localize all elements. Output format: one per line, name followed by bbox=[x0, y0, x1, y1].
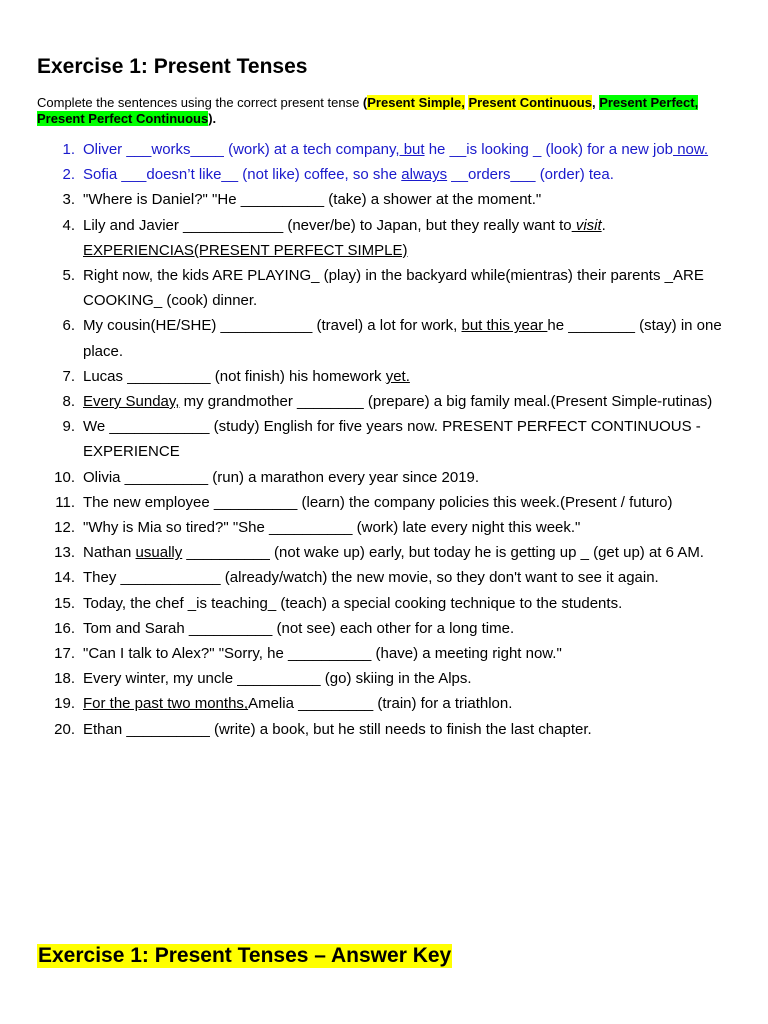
item-text: Right now, the kids ARE PLAYING_ (play) in the backyard while(mientras) their parents _ARE COOKING_ (cook) dinner. bbox=[83, 267, 704, 310]
tense-present-perfect: Present Perfect, Present Perfect Continuous bbox=[37, 95, 699, 126]
item-underline: , but bbox=[395, 141, 425, 158]
item-text: Amelia _________ (train) for a triathlon. bbox=[248, 695, 513, 713]
item-text: . bbox=[601, 216, 606, 234]
item-text: Oliver ___works____ (work) at a tech company bbox=[83, 141, 396, 158]
item-underline: visit bbox=[571, 216, 602, 234]
item-number: 1. bbox=[62, 141, 75, 158]
item-text: Sofia ___doesn’t like__ (not like) coffee, so she bbox=[83, 166, 402, 184]
list-item bbox=[0, 591, 768, 616]
tense-present-simple: Present Simple, bbox=[367, 95, 465, 110]
item-number: 11. bbox=[55, 493, 75, 511]
list-item bbox=[0, 389, 768, 414]
item-underline: For the past two months, bbox=[83, 695, 249, 713]
list-item bbox=[0, 666, 768, 691]
item-text: he ________ (stay) in one place. bbox=[83, 317, 722, 360]
item-text: "Where is Daniel?" "He __________ (take) a shower at the moment." bbox=[83, 191, 542, 209]
exercise-title: Exercise 1: Present Tenses bbox=[37, 55, 308, 78]
item-number: 12. bbox=[54, 519, 75, 537]
item-number: 15. bbox=[54, 594, 75, 612]
item-underline: usually bbox=[135, 544, 183, 562]
item-number: 14. bbox=[54, 569, 75, 587]
item-text: Today, the chef _is teaching_ (teach) a special cooking technique to the students. bbox=[83, 594, 623, 612]
list-item bbox=[0, 364, 768, 389]
list-item bbox=[0, 565, 768, 590]
item-text: The new employee __________ (learn) the company policies this week.(Present / futuro) bbox=[83, 493, 673, 511]
item-text: "Can I talk to Alex?" "Sorry, he __________ (have) a meeting right now." bbox=[83, 645, 562, 663]
item-number: 20. bbox=[54, 720, 75, 738]
exercise-list bbox=[0, 137, 768, 742]
item-number: 2. bbox=[62, 166, 75, 184]
list-item bbox=[0, 515, 768, 540]
item-number: 8. bbox=[62, 393, 75, 411]
item-underline: always bbox=[401, 166, 448, 184]
item-number: 5. bbox=[62, 267, 75, 285]
item-number: 17. bbox=[54, 645, 75, 663]
item-text: They ____________ (already/watch) the new movie, so they don't want to see it again. bbox=[83, 569, 659, 587]
item-number: 4. bbox=[62, 216, 75, 234]
item-number: 10. bbox=[54, 468, 75, 486]
item-text: Olivia __________ (run) a marathon every year since 2019. bbox=[83, 468, 480, 486]
item-text: __orders___ (order) tea. bbox=[447, 166, 614, 184]
item-number: 18. bbox=[54, 670, 75, 688]
list-item bbox=[0, 641, 768, 666]
list-item bbox=[0, 162, 768, 187]
item-text: Lucas __________ (not finish) his homework bbox=[83, 367, 386, 385]
list-item bbox=[0, 137, 768, 162]
comma: , bbox=[591, 95, 596, 110]
item-text: We ____________ (study) English for five years now. PRESENT PERFECT CONTINUOUS - EXPERIENCE bbox=[83, 418, 701, 461]
item-underline: yet. bbox=[385, 367, 410, 385]
list-item bbox=[0, 187, 768, 212]
list-item bbox=[0, 490, 768, 515]
item-number: 7. bbox=[62, 367, 75, 385]
item-text: My cousin(HE/SHE) ___________ (travel) a lot for work, bbox=[83, 317, 462, 335]
item-underline: but this year bbox=[461, 317, 548, 335]
item-text: Every winter, my uncle __________ (go) skiing in the Alps. bbox=[83, 670, 472, 688]
item-text: my grandmother ________ (prepare) a big family meal.(Present Simple-rutinas) bbox=[179, 393, 713, 411]
item-number: 16. bbox=[54, 619, 75, 637]
list-item bbox=[0, 616, 768, 641]
list-item bbox=[0, 465, 768, 490]
tense-present-continuous: Present Continuous bbox=[468, 95, 592, 110]
item-underline: Every Sunday, bbox=[83, 393, 180, 411]
close-paren: ). bbox=[208, 110, 217, 126]
list-item bbox=[0, 540, 768, 565]
item-text: __________ (not wake up) early, but today he is getting up _ (get up) at 6 AM. bbox=[182, 544, 704, 562]
item-text: "Why is Mia so tired?" "She __________ (work) late every night this week." bbox=[83, 519, 581, 537]
item-note: EXPERIENCIAS(PRESENT PERFECT SIMPLE) bbox=[83, 241, 408, 259]
list-item bbox=[0, 313, 768, 363]
item-text: Lily and Javier ____________ (never/be) to Japan, but they really want to bbox=[83, 216, 572, 234]
item-text: he __is looking _ (look) for a new job bbox=[424, 141, 674, 158]
item-number: 3. bbox=[62, 191, 75, 209]
item-number: 13. bbox=[54, 544, 75, 562]
list-item bbox=[0, 263, 768, 313]
list-item bbox=[0, 414, 768, 464]
answer-key-title: Exercise 1: Present Tenses – Answer Key bbox=[38, 944, 452, 967]
item-number: 9. bbox=[62, 418, 75, 436]
list-item bbox=[0, 691, 768, 716]
item-number: 6. bbox=[62, 317, 75, 335]
instructions bbox=[37, 95, 737, 126]
item-text: Tom and Sarah __________ (not see) each other for a long time. bbox=[83, 619, 515, 637]
list-item bbox=[0, 717, 768, 742]
item-number: 19. bbox=[54, 695, 75, 713]
list-item bbox=[0, 213, 768, 263]
instructions-text: Complete the sentences using the correct present tense bbox=[37, 95, 363, 110]
item-text: Ethan __________ (write) a book, but he still needs to finish the last chapter. bbox=[83, 720, 592, 738]
item-text: Nathan bbox=[83, 544, 136, 562]
paren: ( bbox=[362, 95, 368, 110]
item-underline: now. bbox=[673, 141, 709, 158]
